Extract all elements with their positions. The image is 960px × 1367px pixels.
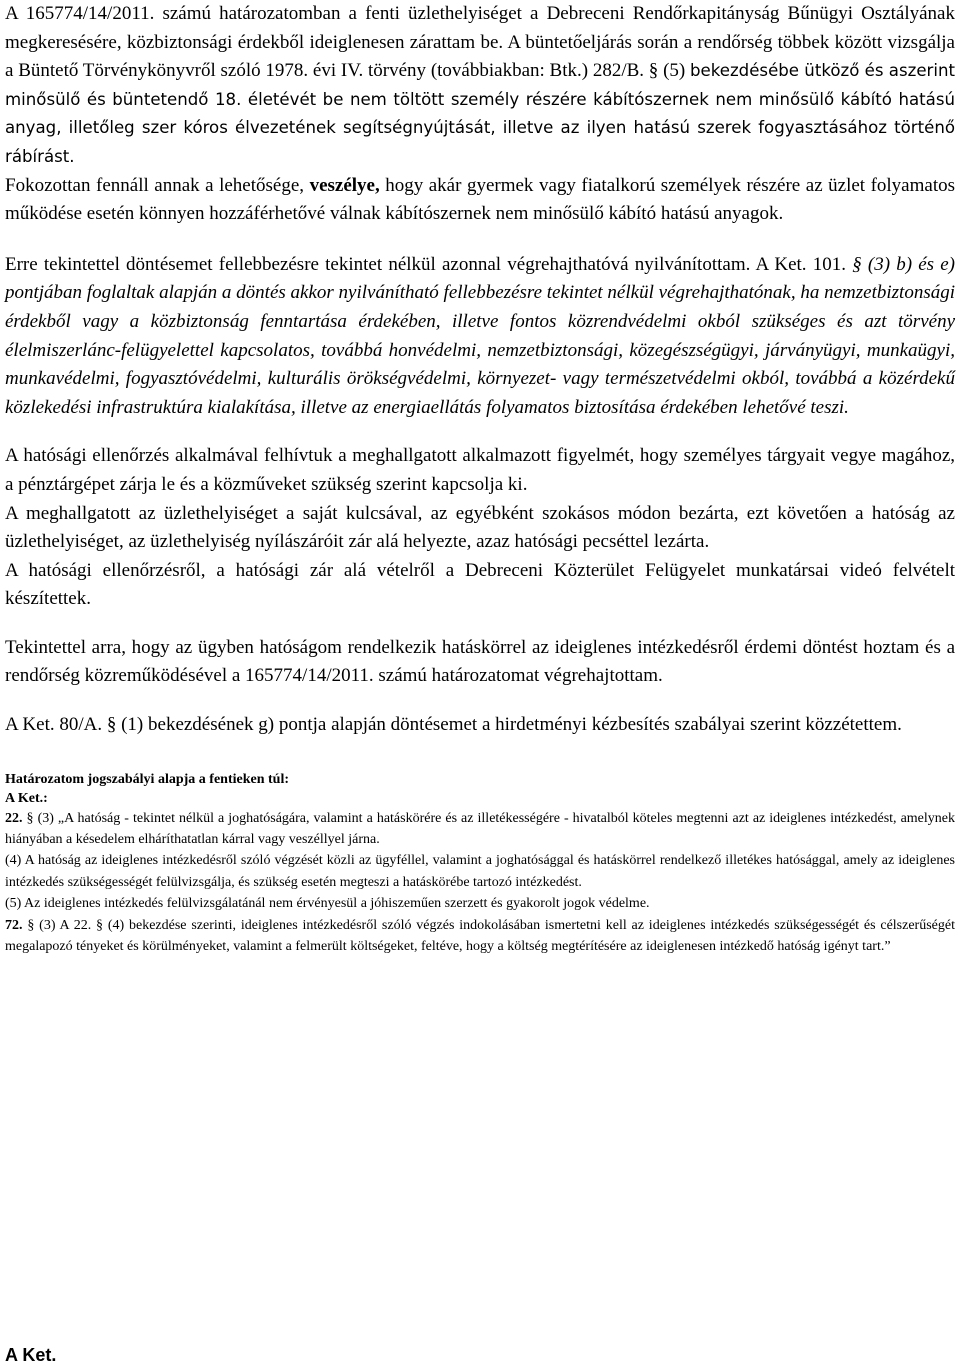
paragraph-publication: A Ket. 80/A. § (1) bekezdésének g) pontja alapján döntésemet a hirdetményi kézbesítés szabályai szerint közzétettem. bbox=[5, 714, 902, 736]
risk-text-start: Fokozottan fennáll annak a lehetősége, bbox=[5, 174, 310, 196]
paragraph-enforceability bbox=[5, 251, 955, 423]
paragraph-sealing: A meghallgatott az üzlethelyiséget a saját kulcsával, az egyébként szokásos módon bezárta, ezt követően a hatóság az üzlethelyiséget, az üzlethelyiség nyílászáróit zár alá helyezte, azaz hatósági pecséttel lezárta. bbox=[5, 502, 955, 553]
paragraph-decision: Tekintettel arra, hogy az ügyben hatóságom rendelkezik hatáskörrel az ideiglenes intézkedésről érdemi döntést hoztam és a rendőrség közreműködésével a 165774/14/2011. számú határozatomat végrehajtottam. bbox=[5, 636, 955, 687]
legal-item-72-3 bbox=[5, 915, 955, 958]
item-number: 72. bbox=[5, 917, 23, 933]
legal-item-22-3 bbox=[5, 808, 955, 851]
law-quote-italic: § (3) b) és e) pontjában foglaltak alapján a döntés akkor nyilvánítható fellebbezésre tekintet nélkül végrehajthatónak, ha nemzetbiztonsági érdekből vagy a közbiztonság fenntartása érdekében, illetve fontos közrendvédelmi okból szükséges és azt törvény élelmiszerlánc-felügyelettel kapcsolatos, továbbá honvédelmi, nemzetbiztonsági, közegészségügyi, járványügyi, munkaügyi, munkavédelmi, fogyasztóvédelmi, kulturális örökségvédelmi, környezet- vagy természetvédelmi okból, továbbá a közérdekű közlekedési infrastruktúra kialakítása, illetve az energiaellátás folyamatos biztosítása érdekében lehetővé teszi. bbox=[5, 253, 955, 418]
item-text: § (3) „A hatóság - tekintet nélkül a joghatóságára, valamint a hatáskörére és az illetékességére - hivatalból köteles megtenni azt az ideiglenes intézkedést, amelynek hiányában a késedelem elháríthatatlan kárral vagy veszéllyel járna. bbox=[5, 810, 955, 848]
risk-text-end: hogy akár gyermek vagy fiatalkorú személyek részére az üzlet folyamatos működése esetén könnyen hozzáférhetővé válnak kábítószernek nem minősülő kábító hatású anyagok. bbox=[5, 174, 955, 225]
legal-basis-heading: Határozatom jogszabályi alapja a fentieken túl: bbox=[5, 771, 289, 787]
emphasized-word: veszélye, bbox=[309, 174, 380, 196]
closure-intro-text: A 165774/14/2011. számú határozatomban a fenti üzlethelyiséget a Debreceni Rendőrkapitányság Bűnügyi Osztályának megkeresésére, közbiztonsági érdekből ideiglenesen zárattam be. A büntetőeljárás során a rendőrség többek között vizsgálja a Büntető Törvénykönyvről szóló 1978. évi IV. törvény (továbbiakban: Btk.) 282/B. § (5) bbox=[5, 3, 955, 82]
item-number: 22. bbox=[5, 810, 23, 826]
paragraph-closure-reason bbox=[5, 0, 955, 229]
legal-item-22-4: (4) A hatóság az ideiglenes intézkedésről szóló végzését közli az ügyféllel, valamint a joghatósággal és hatáskörrel rendelkező illetékes hatósággal, amely az ideiglenes intézkedés szükségességét felülvizsgálja, és szükség esetén megteszi a hatáskörébe tartozó intézkedést. bbox=[5, 853, 955, 890]
paragraph-video: A hatósági ellenőrzésről, a hatósági zár alá vételről a Debreceni Közterület Felügyelet munkatársai videó felvételt készítettek. bbox=[5, 559, 955, 610]
legal-basis-section bbox=[5, 770, 955, 958]
paragraph-inspection: A hatósági ellenőrzés alkalmával felhívtuk a meghallgatott alkalmazott figyelmét, hogy személyes tárgyait vegye magához, a pénztárgépet zárja le és a közműveket szükség szerint kapcsolja ki. bbox=[5, 445, 955, 495]
document-page bbox=[5, 0, 955, 958]
footer-label: A Ket. bbox=[5, 1345, 57, 1365]
offense-description-text: bekezdésébe ütköző és aszerint minősülő és büntetendő 18. életévét be nem töltött személy részére kábítószernek nem minősülő kábító hatású anyag, illetőleg szer kóros élvezetének segítségnyújtását, illetve az ilyen hatású szerek fogyasztásához történő rábírást. bbox=[5, 61, 955, 166]
enforceability-text: Erre tekintettel döntésemet fellebbezésre tekintet nélkül azonnal végrehajthatóvá nyilvánítottam. A Ket. 101. bbox=[5, 253, 853, 275]
legal-basis-subheading: A Ket.: bbox=[5, 790, 48, 806]
item-text: § (3) A 22. § (4) bekezdése szerinti, ideiglenes intézkedésről szóló végzés indokolásában ismertetni kell az ideiglenes intézkedés szükségességét és célszerűségét megalapozó tényeket és körülményeket, valamint a felmerült költségeket, feltéve, hogy a költség megtérítésére az ideiglenesen intézkedő hatóság igényt tart.” bbox=[5, 917, 955, 955]
legal-item-22-5: (5) Az ideiglenes intézkedés felülvizsgálatánál nem érvényesül a jóhiszeműen szerzett és gyakorolt jogok védelme. bbox=[5, 896, 650, 912]
